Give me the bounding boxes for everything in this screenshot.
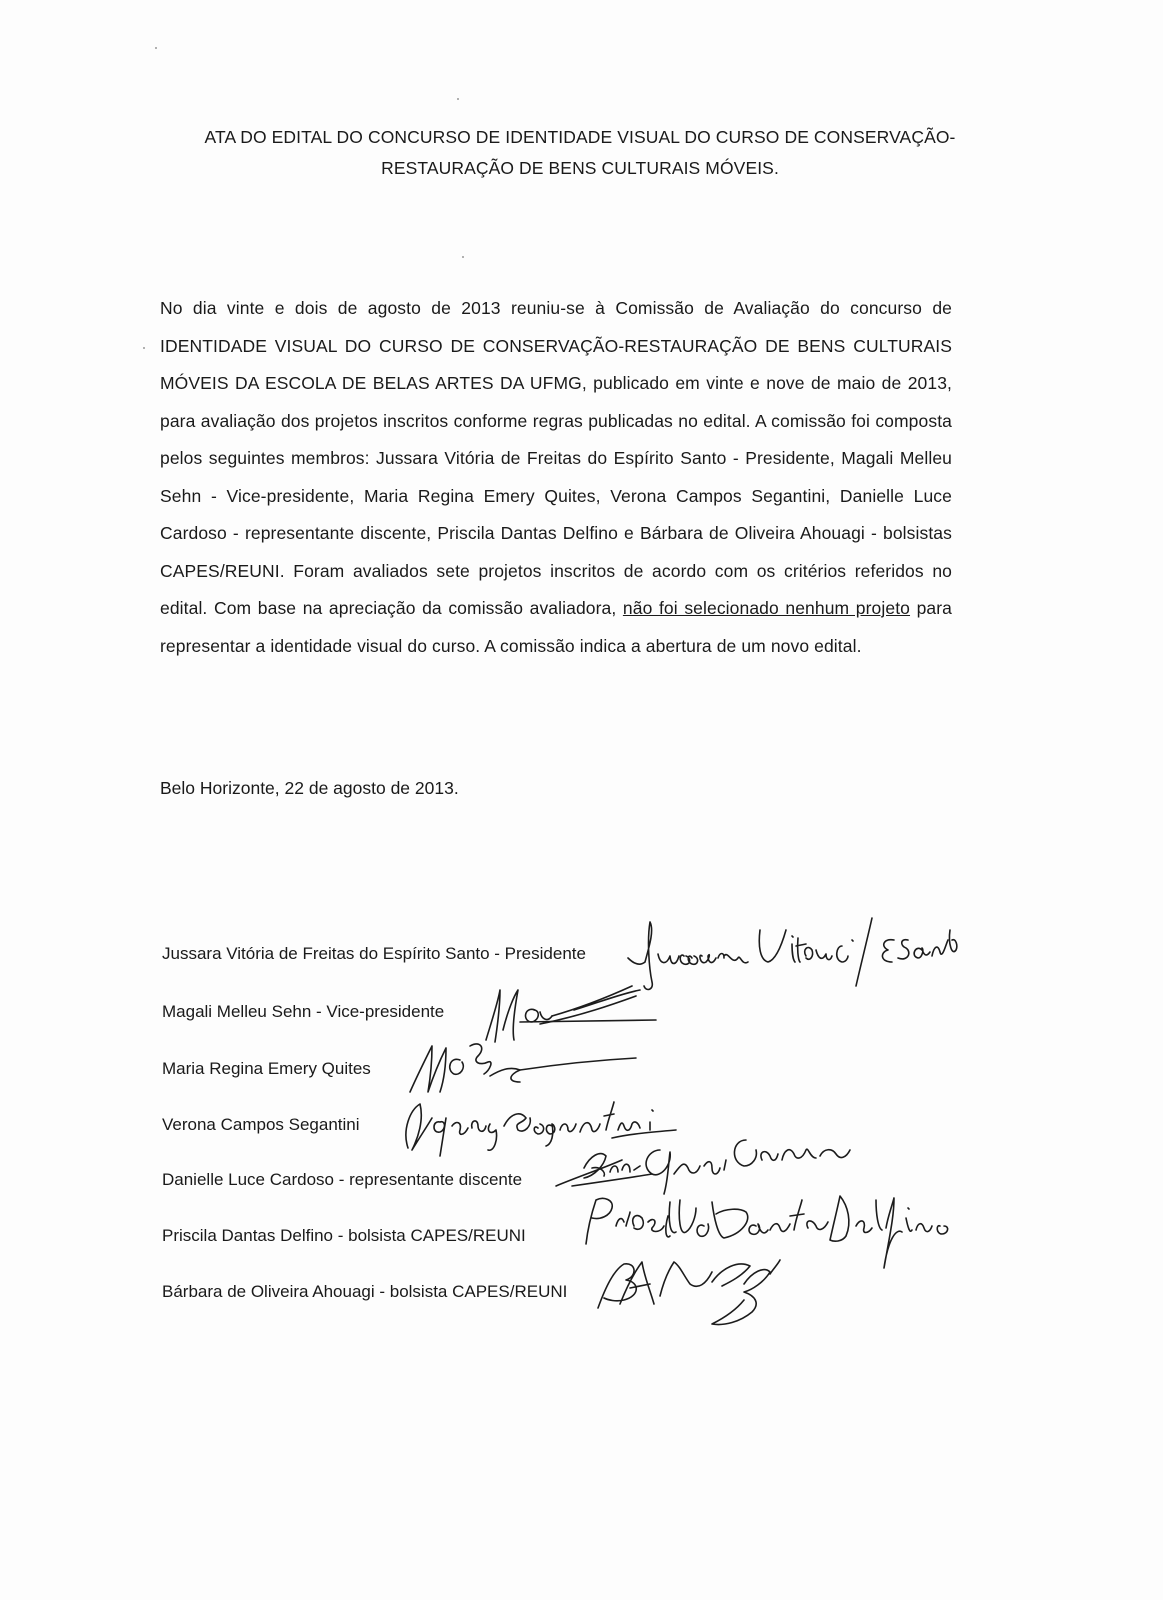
scan-speck: [143, 347, 145, 349]
signature-maria-regina: [410, 1044, 636, 1092]
title-line-1: ATA DO EDITAL DO CONCURSO DE IDENTIDADE VISUAL DO CURSO DE CONSERVAÇÃO-: [204, 127, 956, 147]
body-underlined-text: não foi selecionado nenhum projeto: [622, 598, 911, 618]
body-text-part-1: No dia vinte e dois de agosto de 2013 reuniu-se à Comissão de Avaliação do concurso de IDENTIDADE VISUAL DO CURSO DE CONSERVAÇÃO-RESTAURAÇÃO DE BENS CULTURAIS MÓVEIS DA ESCOLA DE BELAS ARTES DA UFMG, publicado em vinte e nove de maio de 2013, para avaliação dos projetos inscritos conforme regras publicadas no edital. A comissão foi composta pelos seguintes membros: Jussara Vitória de Freitas do Espírito Santo - Presidente, Magali Melleu Sehn - Vice-presidente, Maria Regina Emery Quites, Verona Campos Segantini, Danielle Luce Cardoso - representante discente, Priscila Dantas Delfino e Bárbara de Oliveira Ahouagi - bolsistas CAPES/REUNI. Foram avaliados sete projetos inscritos de acordo com os critérios referidos no edital. Com base na apreciação da comissão avaliadora,: [160, 298, 952, 618]
signature-jussara: [628, 918, 957, 989]
signatory-label: Jussara Vitória de Freitas do Espírito Santo - Presidente: [162, 944, 586, 963]
scan-speck: [462, 256, 464, 258]
signatory-label: Verona Campos Segantini: [162, 1115, 360, 1134]
signatory-label: Priscila Dantas Delfino - bolsista CAPES/REUNI: [162, 1226, 526, 1245]
scan-speck: [457, 98, 459, 100]
signature-verona: [406, 1102, 676, 1156]
signatory-label: Maria Regina Emery Quites: [162, 1059, 371, 1078]
document-title: [150, 122, 1010, 184]
signature-barbara: [598, 1260, 780, 1325]
signature-danielle: [556, 1140, 850, 1194]
signature-priscila: [586, 1196, 948, 1268]
signatory-label: Bárbara de Oliveira Ahouagi - bolsista CAPES/REUNI: [162, 1282, 568, 1301]
signatory-label: Magali Melleu Sehn - Vice-presidente: [162, 1002, 445, 1021]
place-and-date: Belo Horizonte, 22 de agosto de 2013.: [160, 778, 459, 798]
title-line-2: RESTAURAÇÃO DE BENS CULTURAIS MÓVEIS.: [381, 158, 779, 178]
body-text-part-2: para representar a identidade visual do curso. A comissão indica a abertura de um novo edital.: [160, 598, 953, 656]
signature-magali: [486, 986, 656, 1042]
minutes-body: [160, 290, 952, 665]
scan-speck: [155, 47, 157, 49]
signatory-label: Danielle Luce Cardoso - representante discente: [162, 1170, 523, 1189]
